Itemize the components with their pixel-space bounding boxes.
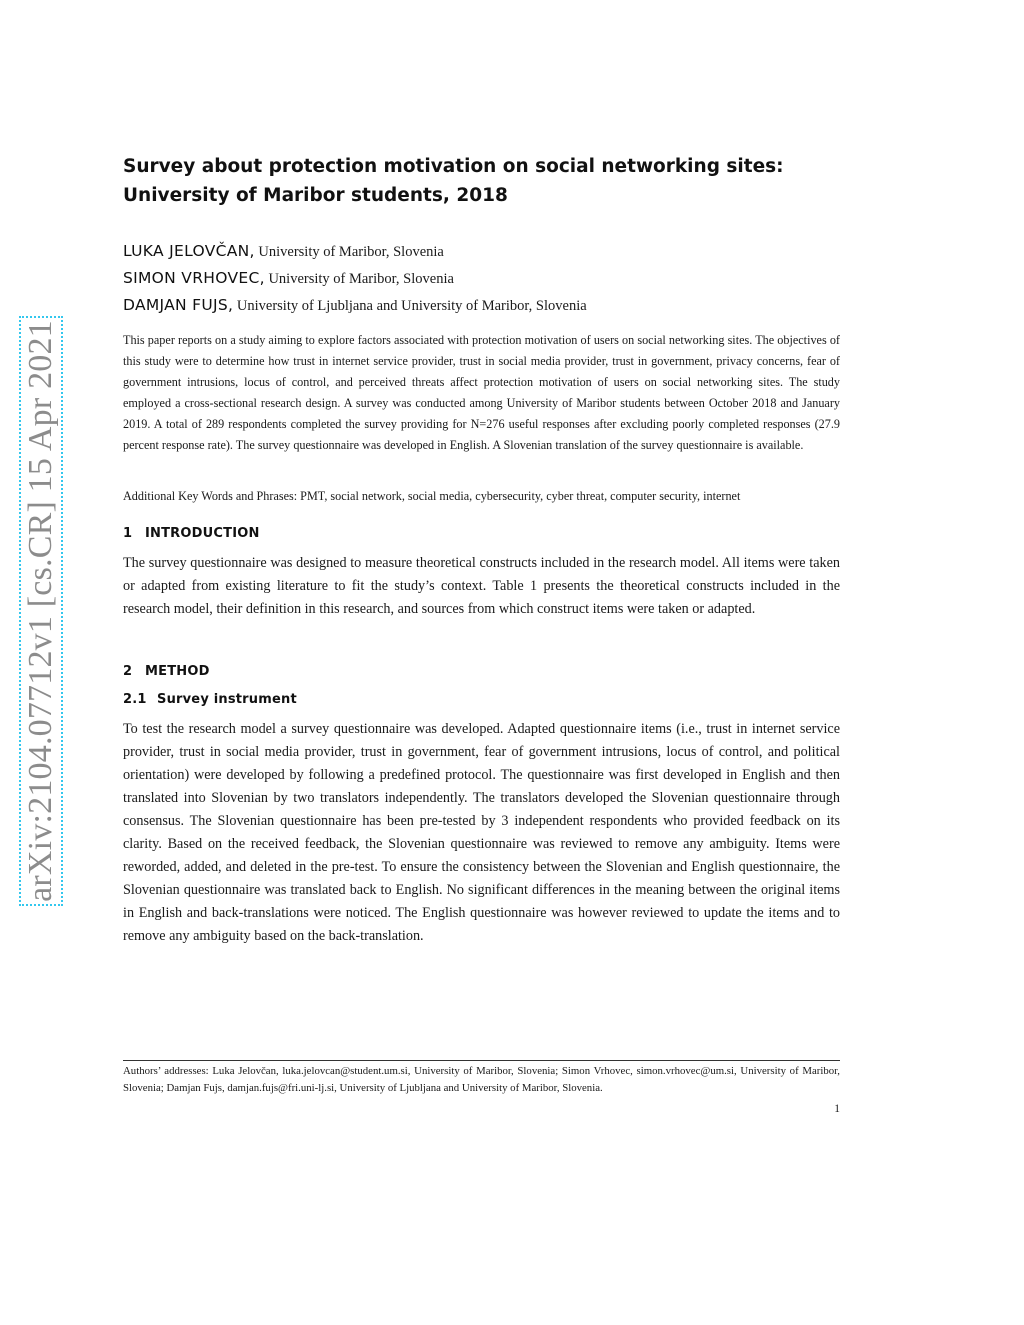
section-number: 1 <box>123 526 133 541</box>
author-name: LUKA JELOVČAN, <box>123 242 255 260</box>
author-list <box>123 240 587 321</box>
authors-addresses-footnote: Authors’ addresses: Luka Jelovčan, luka.jelovcan@student.um.si, University of Maribor, Slovenia; Simon Vrhovec, simon.vrhovec@um.si, University of Maribor, Slovenia; Damjan Fujs, damjan.fujs@fri.uni-lj.si, University of Ljubljana and University of Maribor, Slovenia. <box>123 1065 840 1094</box>
footnote-rule <box>123 1060 840 1061</box>
page-number: 1 <box>834 1103 840 1115</box>
introduction-text: The survey questionnaire was designed to measure theoretical constructs included in the research model. All items were taken or adapted from existing literature to fit the study’s context. Table 1 presents the theoretical constructs included in the research model, their definition in this research, and sources from which construct items were taken or adapted. <box>123 555 840 617</box>
author-2 <box>123 267 587 294</box>
section-title: INTRODUCTION <box>145 526 260 541</box>
section-title: METHOD <box>145 664 210 679</box>
author-affiliation: University of Ljubljana and University of Maribor, Slovenia <box>233 298 587 314</box>
keywords: Additional Key Words and Phrases: PMT, social network, social media, cybersecurity, cyber threat, computer security, internet <box>123 489 741 503</box>
author-name: SIMON VRHOVEC, <box>123 269 265 287</box>
arxiv-stamp <box>19 316 63 906</box>
section-number: 2 <box>123 664 133 679</box>
paper-title: Survey about protection motivation on social networking sites: University of Maribor students, 2018 <box>123 156 784 206</box>
author-3 <box>123 294 587 321</box>
survey-instrument-text: To test the research model a survey questionnaire was developed. Adapted questionnaire items (i.e., trust in internet service provider, trust in social media provider, trust in government, fear of government intrusions, locus of control, and political orientation) were developed by following a predefined protocol. The questionnaire was first developed in English and then translated into Slovenian by two translators independently. The translators developed the Slovenian questionnaire through consensus. The Slovenian questionnaire has been pre-tested by 3 independent respondents who provided feedback on its clarity. Based on the received feedback, the Slovenian questionnaire was reviewed to remove any ambiguity. Items were reworded, added, and deleted in the pre-test. To ensure the consistency between the Slovenian and English questionnaire, the Slovenian questionnaire was translated back to English. No significant differences in the meaning between the original items in English and back-translations were noticed. The English questionnaire was however reviewed to update the items and to remove any ambiguity based on the back-translation. <box>123 721 840 944</box>
subsection-number: 2.1 <box>123 692 147 707</box>
author-affiliation: University of Maribor, Slovenia <box>254 244 444 260</box>
author-name: DAMJAN FUJS, <box>123 296 234 314</box>
abstract: This paper reports on a study aiming to explore factors associated with protection motivation of users on social networking sites. The objectives of this study were to determine how trust in internet service provider, trust in social media provider, trust in government, privacy concerns, fear of government intrusions, locus of control, and perceived threats affect protection motivation of users on social networking sites. The study employed a cross-sectional research design. A survey was conducted among University of Maribor students between October 2018 and January 2019. A total of 289 respondents completed the survey providing for N=276 useful responses after excluding poorly completed responses (27.9 percent response rate). The survey questionnaire was developed in English. A Slovenian translation of the survey questionnaire is available. <box>123 333 840 452</box>
arxiv-stamp-text: arXiv:2104.07712v1 [cs.CR] 15 Apr 2021 <box>22 320 59 902</box>
section-heading-method <box>123 664 210 679</box>
subsection-heading-survey-instrument <box>123 692 297 707</box>
author-1 <box>123 240 587 267</box>
author-affiliation: University of Maribor, Slovenia <box>264 271 454 287</box>
section-heading-introduction <box>123 526 260 541</box>
subsection-title: Survey instrument <box>157 692 297 707</box>
